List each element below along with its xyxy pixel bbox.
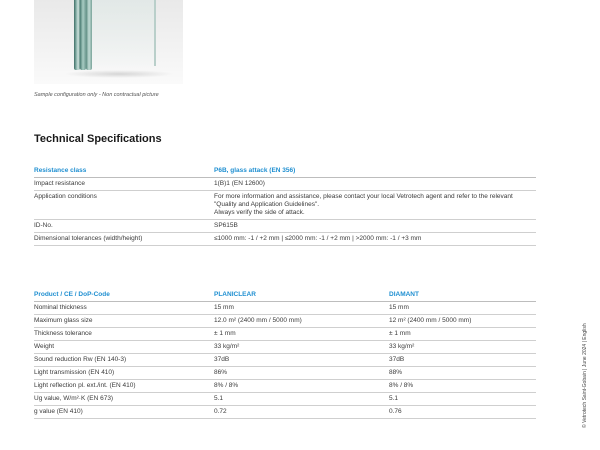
- table-row: [34, 354, 536, 367]
- row-label: Light transmission (EN 410): [34, 367, 214, 380]
- table-row: [34, 406, 536, 419]
- table-row: [34, 341, 536, 354]
- spec-table-products: [34, 289, 536, 419]
- row-value: 8% / 8%: [214, 380, 389, 393]
- row-label: Weight: [34, 341, 214, 354]
- table-row: [34, 393, 536, 406]
- row-value: SP615B: [214, 220, 536, 233]
- copyright-note: © Vetrotech Saint-Gobain | June 2024 | English: [582, 323, 588, 428]
- table-row: [34, 191, 536, 220]
- table-row: [34, 367, 536, 380]
- table-header-row: [34, 165, 536, 178]
- row-value: 37dB: [389, 354, 536, 367]
- header-cell: DIAMANT: [389, 289, 536, 302]
- row-value: 15 mm: [214, 302, 389, 315]
- header-cell: Product / CE / DoP-Code: [34, 289, 214, 302]
- row-value-line: Always verify the side of attack.: [214, 209, 305, 216]
- table-header-row: [34, 289, 536, 302]
- row-value: ± 1 mm: [389, 328, 536, 341]
- header-cell: Resistance class: [34, 165, 214, 178]
- glass-shadow: [64, 70, 174, 78]
- table-row: [34, 380, 536, 393]
- row-label: Ug value, W/m²·K (EN 673): [34, 393, 214, 406]
- photo-caption: Sample configuration only - Non contractual picture: [34, 92, 159, 98]
- header-cell: P6B, glass attack (EN 356): [214, 165, 536, 178]
- table-row: [34, 178, 536, 191]
- row-value: 5.1: [214, 393, 389, 406]
- row-value: 37dB: [214, 354, 389, 367]
- row-value: 33 kg/m²: [389, 341, 536, 354]
- table-row: [34, 220, 536, 233]
- row-value: 88%: [389, 367, 536, 380]
- row-value: 15 mm: [389, 302, 536, 315]
- row-value: 0.72: [214, 406, 389, 419]
- row-value: 5.1: [389, 393, 536, 406]
- row-value: 12 m² (2400 mm / 5000 mm): [389, 315, 536, 328]
- row-label: Light reflection pl. ext./int. (EN 410): [34, 380, 214, 393]
- row-value: [214, 191, 536, 220]
- product-photo: [34, 0, 183, 84]
- row-label: Sound reduction Rw (EN 140-3): [34, 354, 214, 367]
- header-cell: PLANICLEAR: [214, 289, 389, 302]
- row-label: Nominal thickness: [34, 302, 214, 315]
- row-value-line: For more information and assistance, please contact your local Vetrotech agent and refer to the relevant "Quality and Application Guidelines".: [214, 193, 513, 208]
- row-value: 33 kg/m²: [214, 341, 389, 354]
- row-value: 0.76: [389, 406, 536, 419]
- table-row: [34, 302, 536, 315]
- row-value: 1(B)1 (EN 12600): [214, 178, 536, 191]
- row-label: Application conditions: [34, 191, 214, 220]
- spec-table-resistance: [34, 165, 536, 246]
- row-label: Maximum glass size: [34, 315, 214, 328]
- row-value: 86%: [214, 367, 389, 380]
- row-value: 12.0 m² (2400 mm / 5000 mm): [214, 315, 389, 328]
- table-row: [34, 328, 536, 341]
- section-title: Technical Specifications: [34, 133, 162, 145]
- row-label: Impact resistance: [34, 178, 214, 191]
- table-row: [34, 233, 536, 246]
- row-label: Dimensional tolerances (width/height): [34, 233, 214, 246]
- row-value: 8% / 8%: [389, 380, 536, 393]
- row-label: ID-No.: [34, 220, 214, 233]
- table-row: [34, 315, 536, 328]
- row-value: ≤1000 mm: -1 / +2 mm | ≤2000 mm: -1 / +2 mm | >2000 mm: -1 / +3 mm: [214, 233, 536, 246]
- glass-edge: [92, 0, 156, 66]
- row-value: ± 1 mm: [214, 328, 389, 341]
- row-label: g value (EN 410): [34, 406, 214, 419]
- row-label: Thickness tolerance: [34, 328, 214, 341]
